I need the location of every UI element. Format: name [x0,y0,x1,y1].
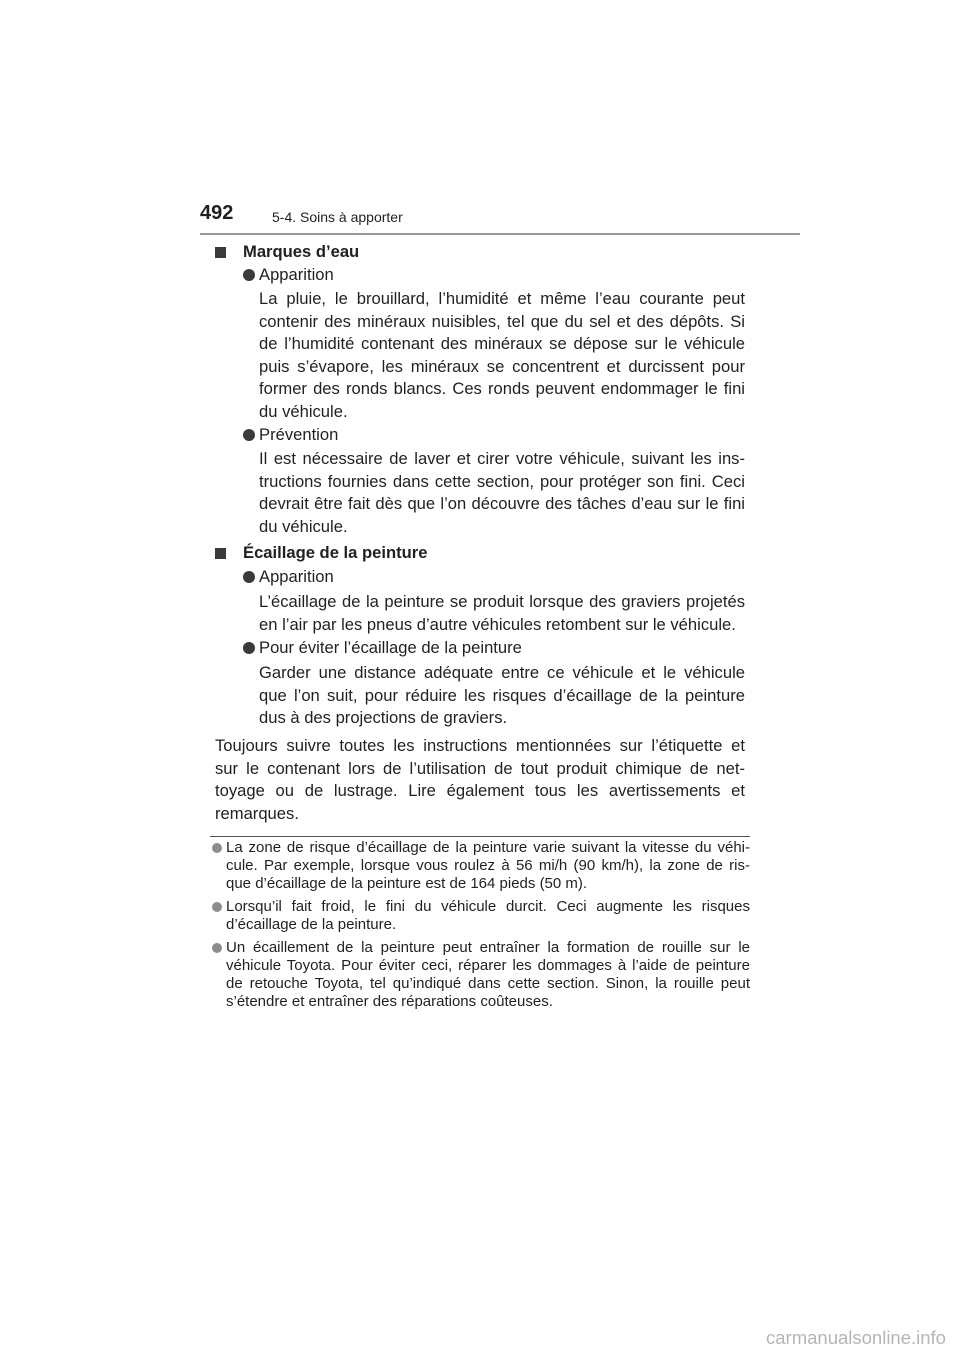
square-bullet-icon [215,548,226,559]
text-line: La zone de risque d’écaillage de la peinture varie suivant la vitesse du véhi- [226,839,750,856]
note-body [226,939,750,1011]
text-line: contenir des minéraux nuisibles, tel que du sel et des dépôts. Si [259,311,745,331]
text-line: du véhicule. [259,516,348,536]
text-line: Lorsqu’il fait froid, le fini du véhicule durcit. Ceci augmente les risques [226,898,750,915]
header-rule [200,233,800,235]
watermark: carmanualsonline.info [766,1327,946,1348]
round-bullet-icon [212,902,222,912]
text-line: former des ronds blancs. Ces ronds peuvent endommager le fini [259,379,745,399]
text-line: Il est nécessaire de laver et cirer votre véhicule, suivant les ins- [259,449,745,468]
round-bullet-icon [243,429,255,441]
text-line: d’écaillage de la peinture. [226,916,397,933]
heading-text: Écaillage de la peinture [243,543,428,562]
note-body [226,839,750,893]
notes-divider [210,836,750,837]
square-bullet-icon [215,247,226,258]
paragraph-closing-instructions [215,735,745,825]
text-line: L’écaillage de la peinture se produit lorsque des graviers projetés [259,592,745,611]
paragraph-chipping-appearance [259,591,745,636]
text-line: du véhicule. [259,401,348,421]
text-line: remarques. [215,803,299,823]
heading-paint-chipping [215,542,745,565]
heading-water-marks [215,241,745,264]
round-bullet-icon [212,843,222,853]
text-line: que d’écaillage de la peinture est de 164 pieds (50 m). [226,875,588,892]
text-line: véhicule Toyota. Pour éviter ceci, réparer les dommages à l’aide de peinture [226,957,750,974]
running-header-section: 5-4. Soins à apporter [272,209,403,225]
text-line: s’étendre et entraîner des réparations coûteuses. [226,993,553,1010]
text-line: de l’humidité contenant des minéraux se dépose sur le véhicule [259,334,745,354]
text-line: dus à des projections de graviers. [259,708,508,728]
text-line: puis s’évapore, les minéraux se concentrent et durcissent pour [259,356,745,376]
text-line: que l’on suit, pour réduire les risques d’écaillage de la peinture [259,685,745,705]
subheading-water-marks-appearance [243,264,745,287]
subheading-text: Prévention [259,425,339,444]
subheading-text: Pour éviter l’écaillage de la peinture [259,638,522,657]
note-body [226,898,750,934]
text-line: Toujours suivre toutes les instructions mentionnées sur l’étiquette et [215,736,745,755]
text-line: en l’air par les pneus d’autre véhicules retombent sur le véhicule. [259,614,736,634]
text-line: Un écaillement de la peinture peut entraîner la formation de rouille sur le [226,939,750,956]
paragraph-water-marks-appearance [259,288,745,424]
subheading-water-marks-prevention [243,424,745,447]
text-line: devrait être fait dès que l’on découvre des tâches d’eau sur le fini [259,494,745,514]
subheading-chipping-appearance [243,566,745,589]
page-number: 492 [200,202,234,224]
paragraph-chipping-prevention [259,662,745,730]
round-bullet-icon [212,943,222,953]
round-bullet-icon [243,642,255,654]
paragraph-water-marks-prevention [259,448,745,538]
text-line: tructions fournies dans cette section, pour protéger son fini. Ceci [259,471,745,491]
text-line: sur le contenant lors de l’utilisation de tout produit chimique de net- [215,758,745,778]
text-line: de retouche Toyota, tel qu’indiqué dans cette section. Sinon, la rouille peut [226,975,750,992]
text-line: Garder une distance adéquate entre ce véhicule et le véhicule [259,663,745,682]
round-bullet-icon [243,269,255,281]
subheading-text: Apparition [259,567,334,586]
text-line: cule. Par exemple, lorsque vous roulez à 56 mi/h (90 km/h), la zone de ris- [226,857,750,874]
heading-text: Marques d’eau [243,242,360,261]
subheading-chipping-prevention [243,637,745,660]
text-line: La pluie, le brouillard, l’humidité et même l’eau courante peut [259,289,745,308]
subheading-text: Apparition [259,265,334,284]
round-bullet-icon [243,571,255,583]
text-line: toyage ou de lustrage. Lire également tous les avertissements et [215,781,745,801]
